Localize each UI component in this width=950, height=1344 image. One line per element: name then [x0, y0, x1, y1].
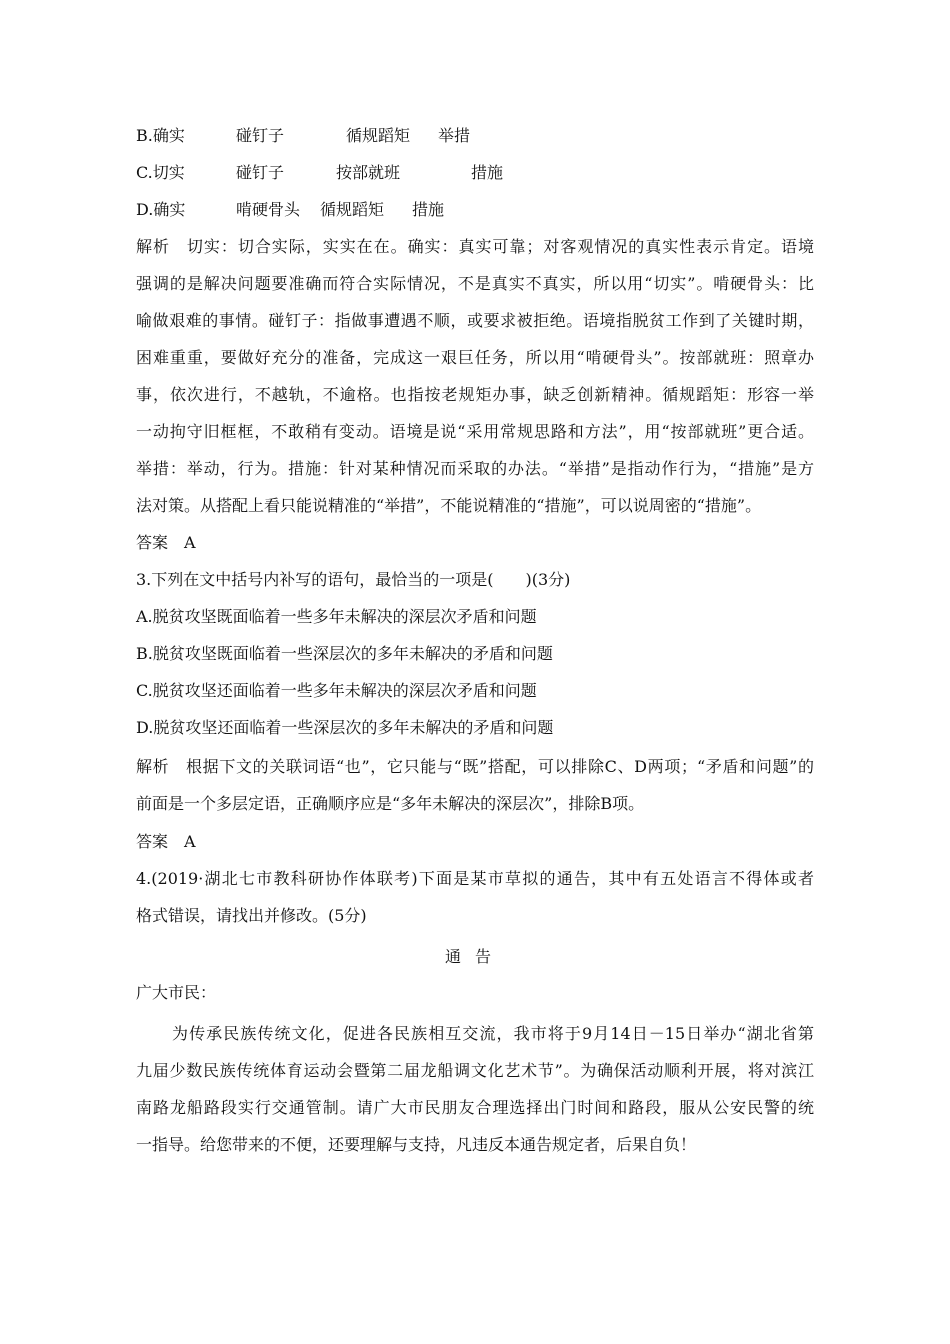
q3-option-a: A.脱贫攻坚既面临着一些多年未解决的深层次矛盾和问题 — [136, 607, 537, 626]
q4-stem-line: 格式错误，请找出并修改。(5分) — [136, 906, 367, 925]
option-label: D.确实 — [136, 200, 186, 219]
option-word-2: 循规蹈矩 — [346, 126, 411, 145]
notice-body-line: 南路龙船路段实行交通管制。请广大市民朋友合理选择出门时间和路段，服从公安民警的统 — [136, 1098, 814, 1117]
option-word-1: 碰钉子 — [236, 163, 285, 182]
q2-analysis-line: 喻做艰难的事情。碰钉子：指做事遭遇不顺，或要求被拒绝。语境指脱贫工作到了关键时期， — [136, 311, 814, 330]
option-word-3: 举措 — [438, 126, 471, 145]
option-label: B.确实 — [136, 126, 185, 145]
q2-analysis-line: 解析 切实：切合实际，实实在在。确实：真实可靠；对客观情况的真实性表示肯定。语境 — [136, 237, 814, 256]
q2-analysis-line: 强调的是解决问题要准确而符合实际情况，不是真实不真实，所以用“切实”。啃硬骨头：比 — [136, 274, 814, 293]
q3-option-b: B.脱贫攻坚既面临着一些深层次的多年未解决的矛盾和问题 — [136, 644, 553, 663]
option-word-2: 按部就班 — [336, 163, 401, 182]
option-word-1: 碰钉子 — [236, 126, 285, 145]
q3-option-d: D.脱贫攻坚还面临着一些深层次的多年未解决的矛盾和问题 — [136, 718, 554, 737]
q2-analysis-line: 一动拘守旧框框，不敢稍有变动。语境是说“采用常规思路和方法”，用“按部就班”更合适。 — [136, 422, 814, 441]
q2-analysis-line: 困难重重，要做好充分的准备，完成这一艰巨任务，所以用“啃硬骨头”。按部就班：照章办 — [136, 348, 814, 367]
q3-analysis-line: 前面是一个多层定语，正确顺序应是“多年未解决的深层次”，排除B项。 — [136, 794, 645, 813]
notice-body-line: 一指导。给您带来的不便，还要理解与支持，凡违反本通告规定者，后果自负！ — [136, 1135, 697, 1154]
option-word-2: 循规蹈矩 — [320, 200, 385, 219]
option-word-3: 措施 — [412, 200, 445, 219]
q4-stem-line: 4.(2019·湖北七市教科研协作体联考)下面是某市草拟的通告，其中有五处语言不得体或者 — [136, 869, 814, 888]
q3-stem: 3.下列在文中括号内补写的语句，最恰当的一项是( )(3分) — [136, 570, 571, 589]
notice-title: 通告 — [444, 947, 505, 966]
q3-analysis-line: 解析 根据下文的关联词语“也”，它只能与“既”搭配，可以排除C、D两项；“矛盾和问题”的 — [136, 757, 814, 776]
q3-option-c: C.脱贫攻坚还面临着一些多年未解决的深层次矛盾和问题 — [136, 681, 537, 700]
q2-analysis-line: 法对策。从搭配上看只能说精准的“举措”，不能说精准的“措施”，可以说周密的“措施”。 — [136, 496, 762, 515]
q2-answer: 答案 A — [136, 533, 196, 552]
q2-analysis-line: 事，依次进行，不越轨，不逾格。也指按老规矩办事，缺乏创新精神。循规蹈矩：形容一举 — [136, 385, 814, 404]
q2-analysis-line: 举措：举动，行为。措施：针对某种情况而采取的办法。“举措”是指动作行为，“措施”是方 — [136, 459, 814, 478]
option-word-1: 啃硬骨头 — [236, 200, 301, 219]
notice-body-line: 九届少数民族传统体育运动会暨第二届龙船调文化艺术节”。为确保活动顺利开展，将对滨江 — [136, 1061, 814, 1080]
option-word-3: 措施 — [471, 163, 504, 182]
q3-answer: 答案 A — [136, 832, 196, 851]
notice-salutation: 广大市民： — [136, 983, 217, 1002]
notice-body-line: 为传承民族传统文化，促进各民族相互交流，我市将于9月14日－15日举办“湖北省第 — [172, 1024, 814, 1043]
option-label: C.切实 — [136, 163, 185, 182]
